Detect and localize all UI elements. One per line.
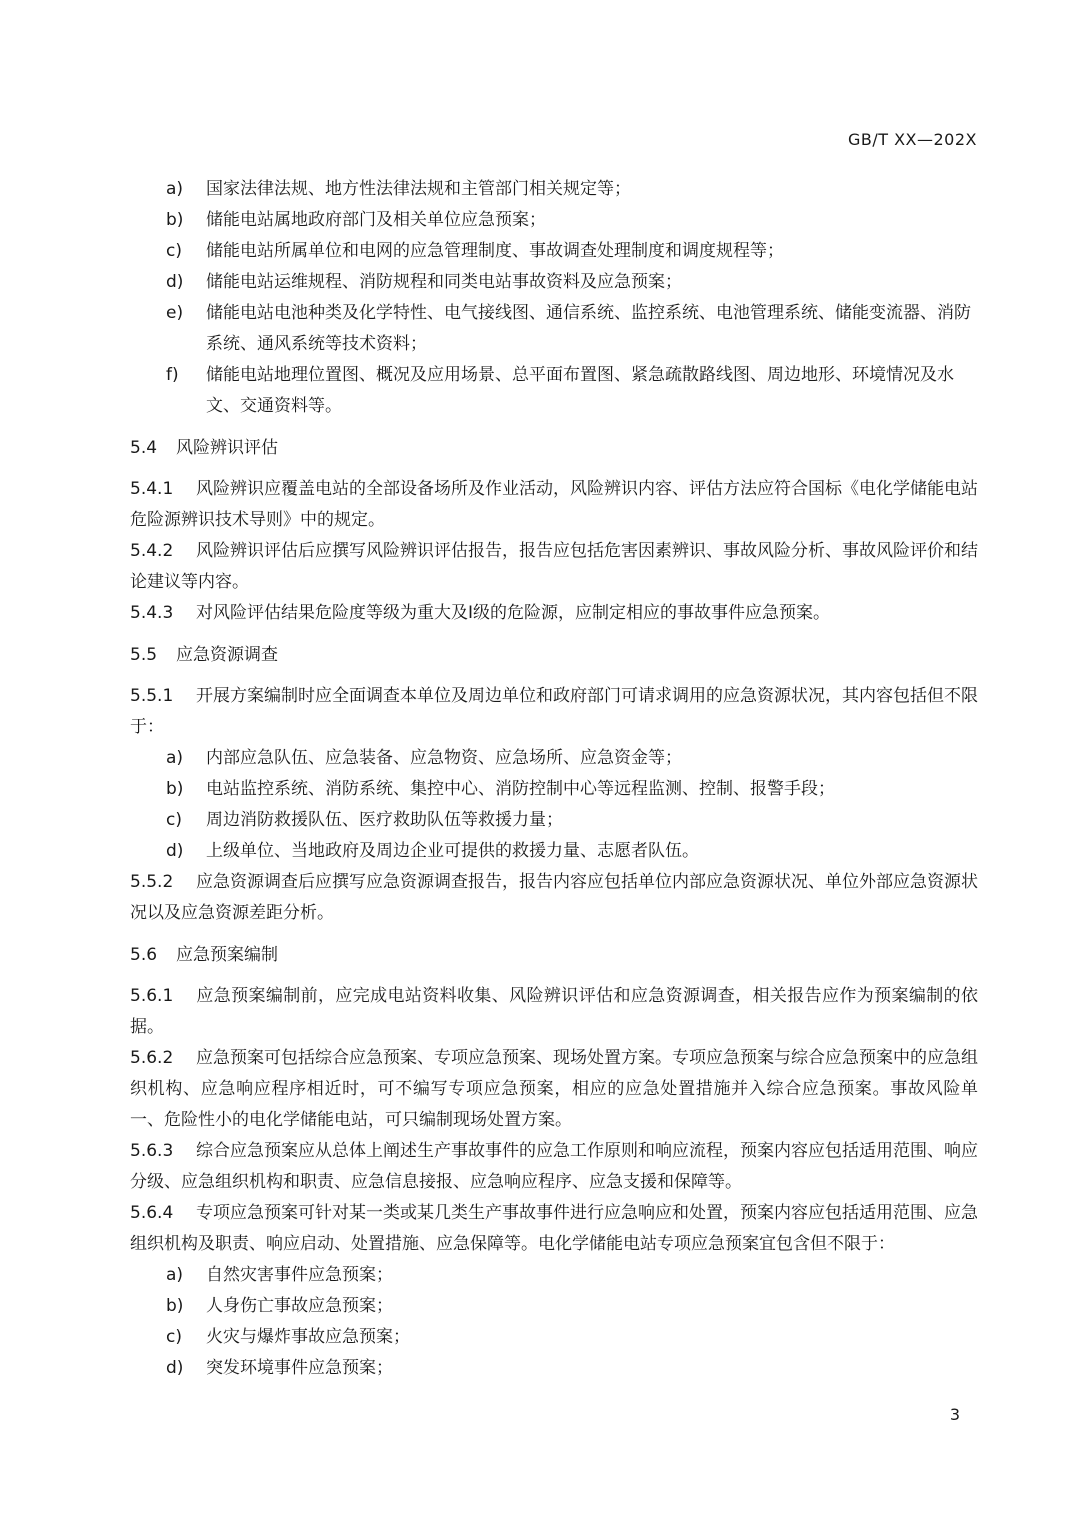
clause-5-6-4: 5.6.4 专项应急预案可针对某一类或某几类生产事故事件进行应急响应和处置，预案内容应包括适用范围、应急组织机构及职责、响应启动、处置措施、应急保障等。电化学储能电站专项应急预案宜包含但不限于： [130,1203,978,1254]
list-item: b) 电站监控系统、消防系统、集控中心、消防控制中心等远程监测、控制、报警手段； [166,779,835,799]
list-56 [130,1260,978,1384]
page-body [130,174,978,1384]
list-item: b) 人身伤亡事故应急预案； [166,1296,393,1316]
clause-5-4-2: 5.4.2 风险辨识评估后应撰写风险辨识评估报告，报告应包括危害因素辨识、事故风险分析、事故风险评价和结论建议等内容。 [130,541,978,592]
clause-5-4-3: 5.4.3 对风险评估结果危险度等级为重大及Ⅰ级的危险源，应制定相应的事故事件应急预案。 [130,603,831,623]
list-item: d) 上级单位、当地政府及周边企业可提供的救援力量、志愿者队伍。 [166,841,699,861]
list-55 [130,743,978,867]
list-item: c) 周边消防救援队伍、医疗救助队伍等救援力量； [166,810,563,830]
clause-5-5-2: 5.5.2 应急资源调查后应撰写应急资源调查报告，报告内容应包括单位内部应急资源状况、单位外部应急资源状况以及应急资源差距分析。 [130,872,978,923]
list-item: d) 储能电站运维规程、消防规程和同类电站事故资料及应急预案； [166,272,682,292]
clause-5-5-1: 5.5.1 开展方案编制时应全面调查本单位及周边单位和政府部门可请求调用的应急资源状况，其内容包括但不限于： [130,686,978,737]
document-code: GB/T XX—202X [847,130,977,149]
list-item: a) 自然灾害事件应急预案； [166,1265,393,1285]
list-item: a) 内部应急队伍、应急装备、应急物资、应急场所、应急资金等； [166,748,682,768]
list-item: a) 国家法律法规、地方性法律法规和主管部门相关规定等； [166,179,631,199]
clause-5-4-1: 5.4.1 风险辨识应覆盖电站的全部设备场所及作业活动，风险辨识内容、评估方法应符合国标《电化学储能电站危险源辨识技术导则》中的规定。 [130,479,978,530]
list-item: f) 储能电站地理位置图、概况及应用场景、总平面布置图、紧急疏散路线图、周边地形、环境情况及水文、交通资料等。 [166,365,954,416]
list-item: c) 储能电站所属单位和电网的应急管理制度、事故调查处理制度和调度规程等； [166,241,784,261]
list-53 [130,174,978,422]
list-item: b) 储能电站属地政府部门及相关单位应急预案； [166,210,546,230]
page-number: 3 [949,1405,960,1424]
section-heading-5-6: 5.6 应急预案编制 [130,945,278,965]
clause-5-6-2: 5.6.2 应急预案可包括综合应急预案、专项应急预案、现场处置方案。专项应急预案与综合应急预案中的应急组织机构、应急响应程序相近时，可不编写专项应急预案，相应的应急处置措施并入综合应急预案。事故风险单一、危险性小的电化学储能电站，可只编制现场处置方案。 [130,1048,978,1130]
list-item: c) 火灾与爆炸事故应急预案； [166,1327,410,1347]
section-heading-5-5: 5.5 应急资源调查 [130,645,278,665]
section-heading-5-4: 5.4 风险辨识评估 [130,438,278,458]
list-item: e) 储能电站电池种类及化学特性、电气接线图、通信系统、监控系统、电池管理系统、储能变流器、消防系统、通风系统等技术资料； [166,303,971,354]
clause-5-6-3: 5.6.3 综合应急预案应从总体上阐述生产事故事件的应急工作原则和响应流程，预案内容应包括适用范围、响应分级、应急组织机构和职责、应急信息接报、应急响应程序、应急支援和保障等。 [130,1141,978,1192]
clause-5-6-1: 5.6.1 应急预案编制前，应完成电站资料收集、风险辨识评估和应急资源调查，相关报告应作为预案编制的依据。 [130,986,978,1037]
list-item: d) 突发环境事件应急预案； [166,1358,393,1378]
